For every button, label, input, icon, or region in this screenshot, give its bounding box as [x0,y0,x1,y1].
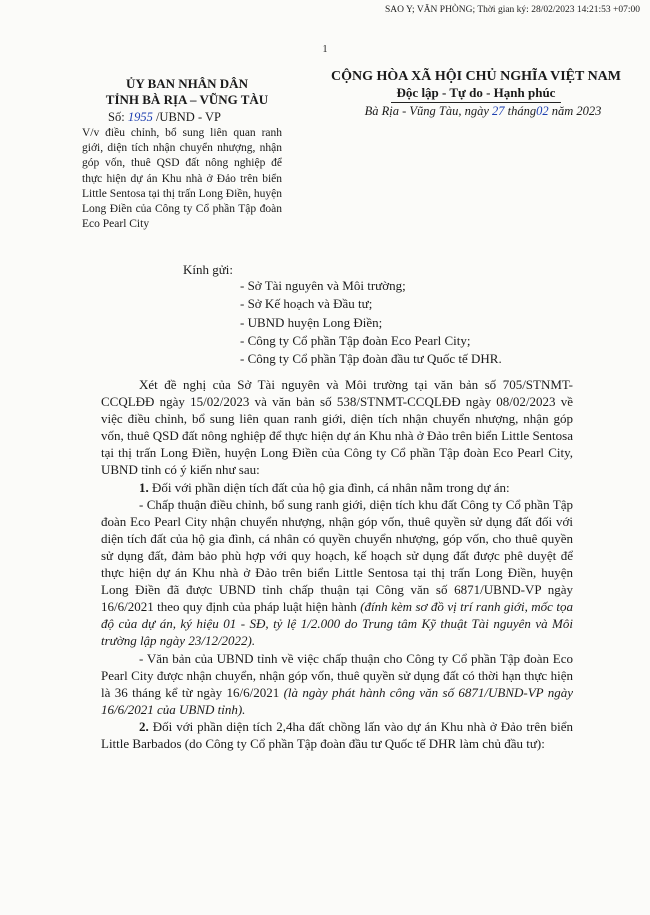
authority-line-2: TỈNH BÀ RỊA – VŨNG TÀU [105,92,269,107]
section-2 [101,718,573,752]
place-prefix: Bà Rịa - Vũng Tàu, ngày [364,104,489,118]
recipient: - Công ty Cổ phần Tập đoàn đầu tư Quốc tế DHR. [240,351,502,367]
recipient: - UBND huyện Long Điền; [240,314,383,330]
document-number-suffix: /UBND - VP [155,110,221,124]
motto-underline [391,102,561,103]
section-1-point-a [101,496,573,650]
point-a-note: (đính kèm sơ đồ vị trí ranh giới, mốc tọa độ của dự án, ký hiệu 01 - SĐ, tỷ lệ 1/2.000 do Trung tâm Kỹ thuật Tài nguyên và Môi trường lập ngày 23/12/2022). [101,599,573,649]
day-handwritten: 27 [492,104,505,118]
section-1-title: Đối với phần diện tích đất của hộ gia đình, cá nhân nằm trong dự án: [148,479,510,495]
document-body [101,376,573,752]
recipient: - Công ty Cổ phần Tập đoàn Eco Pearl City; [240,332,471,348]
point-a-text: - Chấp thuận điều chỉnh, bổ sung ranh giới, diện tích khu đất Công ty Cổ phần Tập đoàn Eco Pearl City nhận chuyển nhượng, nhận góp vốn, thuê quyền sử dụng đất đối với diện tích đất của hộ gia đình, cá nhân có quyền chuyển nhượng, góp vốn, cho thuê quyền sử dụng đất, đảm bảo phù hợp với quy hoạch, kế hoạch sử dụng đất được phê duyệt để thực hiện dự án Khu nhà ở Đảo trên biển Little Sentosa tại thị trấn Long Điền, huyện Long Điền đã được UBND tỉnh chấp thuận tại Công văn số 6871/UBND-VP ngày 16/6/2021 theo quy định của pháp luật hiện hành [101,496,573,615]
national-motto [306,68,646,103]
document-number-handwritten: 1955 [127,110,153,124]
recipient: - Sở Tài nguyên và Môi trường; [240,278,406,293]
kinh-gui-label: Kính gửi: [183,262,234,277]
document-number [108,110,221,125]
recipient: - Sở Kế hoạch và Đầu tư; [240,296,373,312]
point-b-text: - Văn bản của UBND tỉnh về việc chấp thuận cho Công ty Cổ phần Tập đoàn Eco Pearl City được nhận chuyển, nhận góp vốn, thuê quyền sử dụng đất có thời hạn thực hiện là 36 tháng kể từ ngày 16/6/2021 [101,650,573,700]
intro-paragraph: Xét đề nghị của Sở Tài nguyên và Môi trường tại văn bản số 705/STNMT-CCQLĐĐ ngày 15/02/2023 và văn bản số 538/STNMT-CCQLĐĐ ngày 08/02/2023 về việc điều chỉnh, bổ sung liên quan ranh giới, diện tích nhận chuyển nhượng, nhận góp vốn, thuê QSD đất nông nghiệp để thực hiện dự án Khu nhà ở Đảo trên biển Little Sentosa tại thị trấn Long Điền, huyện Long Điền của Công ty Cổ phần Tập đoàn Eco Pearl City, UBND tỉnh có ý kiến như sau: [101,377,573,478]
motto: Độc lập - Tự do - Hạnh phúc [396,85,556,100]
recipient-list [240,277,502,368]
section-2-number: 2. [139,718,149,734]
issuing-authority [82,76,292,108]
section-1 [101,479,573,496]
section-1-number: 1. [139,479,149,495]
authority-line-1: ỦY BAN NHÂN DÂN [126,76,248,91]
year: năm 2023 [551,104,602,118]
point-b-note: (là ngày phát hành công văn số 6871/UBND-VP ngày 16/6/2021 của UBND tỉnh). [101,684,574,717]
place-date [318,104,648,119]
document-number-prefix: Số: [108,110,125,124]
country-name: CỘNG HÒA XÃ HỘI CHỦ NGHĨA VIỆT NAM [330,69,621,84]
month-label: tháng [507,104,537,118]
document-subject: V/v điều chỉnh, bổ sung liên quan ranh giới, diện tích nhận chuyển nhượng, nhận góp vốn, thuê QSD đất nông nghiệp để thực hiện dự án Khu nhà ở Đảo trên biển Little Sentosa tại thị trấn Long Điền, huyện Long Điền của Công ty Cổ phần Tập đoàn Eco Pearl City [82,127,282,231]
month-handwritten: 02 [536,104,549,118]
digital-signature-stamp: SAO Y; VĂN PHÒNG; Thời gian ký: 28/02/2023 14:21:53 +07:00 [384,5,640,15]
section-1-point-b [101,650,573,718]
section-2-title: Đối với phần diện tích 2,4ha đất chồng lấn vào dự án Khu nhà ở Đảo trên biển Little Barbados (do Công ty Cổ phần Tập đoàn đầu tư Quốc tế DHR làm chủ đầu tư): [101,718,573,751]
page-number: 1 [322,44,328,55]
